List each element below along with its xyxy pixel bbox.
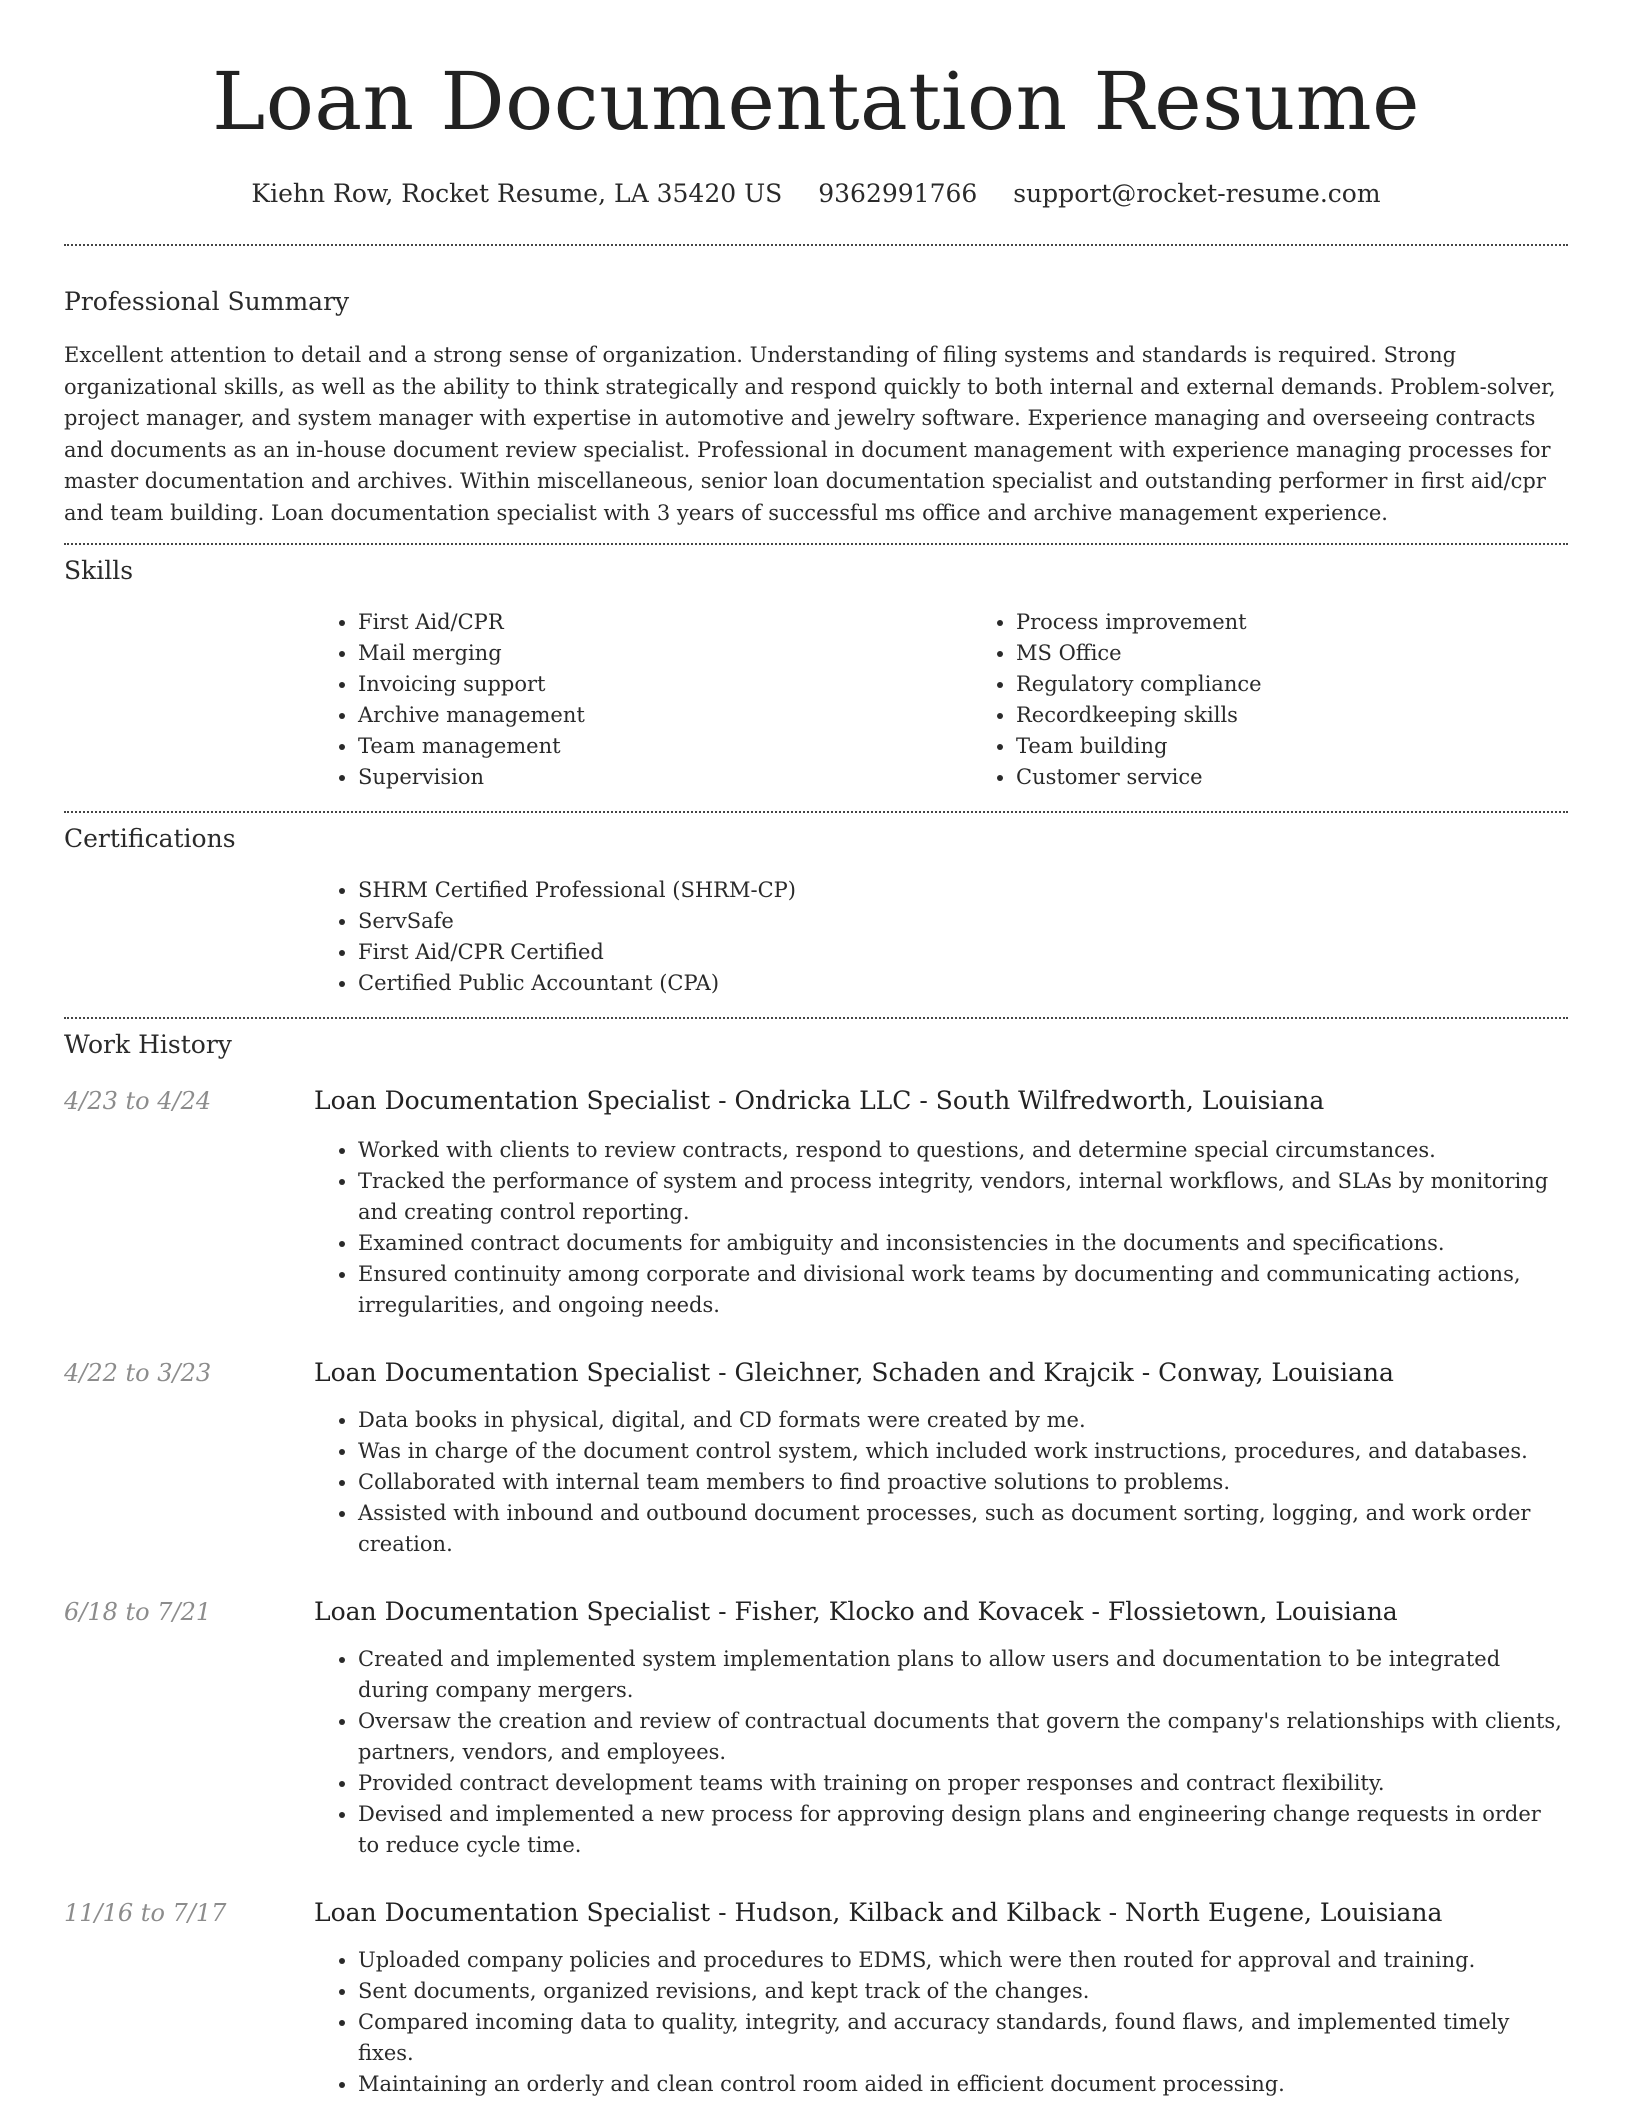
certification-item: • First Aid/CPR Certified: [358, 937, 1568, 968]
work-history-heading: Work History: [64, 1030, 232, 1059]
job-bullet: • Compared incoming data to quality, integrity, and accuracy standards, found flaws, and implemented timely fixes.: [358, 2007, 1568, 2069]
job-bullet: • Examined contract documents for ambiguity and inconsistencies in the documents and specifications.: [358, 1228, 1568, 1259]
job-entry: [64, 1085, 1568, 1321]
job-bullet: • Tracked the performance of system and process integrity, vendors, internal workflows, and SLAs by monitoring and creating control reporting.: [358, 1166, 1568, 1228]
job-bullets: [314, 1945, 1568, 2100]
contact-email: support@rocket-resume.com: [1013, 179, 1381, 208]
skill-item: • Invoicing support: [358, 669, 972, 700]
certification-item: • ServSafe: [358, 906, 1568, 937]
certification-item: • SHRM Certified Professional (SHRM-CP): [358, 875, 1568, 906]
summary-divider: [64, 543, 1568, 545]
job-dates: 4/23 to 4/24: [64, 1087, 212, 1115]
skill-item: • First Aid/CPR: [358, 607, 972, 638]
skill-item: • Team management: [358, 731, 972, 762]
job-bullets: [314, 1135, 1568, 1321]
certifications-divider: [64, 1017, 1568, 1019]
job-bullet: • Uploaded company policies and procedures to EDMS, which were then routed for approval and training.: [358, 1945, 1568, 1976]
header-divider: [64, 244, 1568, 246]
job-header: [64, 1596, 1568, 1628]
job-bullet: • Worked with clients to review contracts, respond to questions, and determine special circumstances.: [358, 1135, 1568, 1166]
job-bullets: [314, 1405, 1568, 1560]
skill-item: • Recordkeeping skills: [1016, 700, 1630, 731]
contact-phone: 9362991766: [818, 179, 978, 208]
job-title: Loan Documentation Specialist - Gleichner, Schaden and Krajcik - Conway, Louisiana: [314, 1358, 1394, 1387]
job-bullets: [314, 1644, 1568, 1861]
certifications-heading: Certifications: [64, 824, 236, 853]
job-entry: [64, 1596, 1568, 1861]
job-header: [64, 1085, 1568, 1117]
skill-item: • Customer service: [1016, 762, 1630, 793]
job-dates: 6/18 to 7/21: [64, 1598, 212, 1626]
skill-item: • Regulatory compliance: [1016, 669, 1630, 700]
skill-item: • Team building: [1016, 731, 1630, 762]
summary-heading: Professional Summary: [64, 287, 350, 316]
job-header: [64, 1357, 1568, 1389]
skills-grid: [314, 607, 1568, 793]
job-bullet: • Sent documents, organized revisions, and kept track of the changes.: [358, 1976, 1568, 2007]
skill-item: • Process improvement: [1016, 607, 1630, 638]
job-header: [64, 1897, 1568, 1929]
summary-text: Excellent attention to detail and a strong sense of organization. Understanding of filing systems and standards is required. Strong organizational skills, as well as the ability to think strategically and respond quickly to both internal and external demands. Problem-solver, project manager, and system manager with expertise in automotive and jewelry software. Experience managing and overseeing contracts and documents as an in-house document review specialist. Professional in document management with experience managing processes for master documentation and archives. Within miscellaneous, senior loan documentation specialist and outstanding performer in first aid/cpr and team building. Loan documentation specialist with 3 years of successful ms office and archive management experience.: [64, 343, 1556, 525]
skills-list-right: [972, 607, 1630, 793]
job-bullet: • Ensured continuity among corporate and divisional work teams by documenting and communicating actions, irregularities, and ongoing needs.: [358, 1259, 1568, 1321]
job-dates: 11/16 to 7/17: [64, 1899, 227, 1927]
job-dates: 4/22 to 3/23: [64, 1359, 212, 1387]
skill-item: • Supervision: [358, 762, 972, 793]
job-title: Loan Documentation Specialist - Ondricka LLC - South Wilfredworth, Louisiana: [314, 1086, 1325, 1115]
contact-line: [64, 178, 1568, 210]
contact-address: Kiehn Row, Rocket Resume, LA 35420 US: [251, 179, 783, 208]
skill-item: • Archive management: [358, 700, 972, 731]
skill-item: • Mail merging: [358, 638, 972, 669]
job-bullet: • Provided contract development teams with training on proper responses and contract flexibility.: [358, 1768, 1568, 1799]
job-bullet: • Assisted with inbound and outbound document processes, such as document sorting, logging, and work order creation.: [358, 1498, 1568, 1560]
job-bullet: • Created and implemented system implementation plans to allow users and documentation to be integrated during company mergers.: [358, 1644, 1568, 1706]
job-bullet: • Was in charge of the document control system, which included work instructions, procedures, and databases.: [358, 1436, 1568, 1467]
certifications-list: [314, 875, 1568, 999]
job-bullet: • Devised and implemented a new process for approving design plans and engineering change requests in order to reduce cycle time.: [358, 1799, 1568, 1861]
skills-divider: [64, 811, 1568, 813]
skills-heading: Skills: [64, 556, 134, 585]
certification-item: • Certified Public Accountant (CPA): [358, 968, 1568, 999]
job-bullet: • Oversaw the creation and review of contractual documents that govern the company's relationships with clients, partners, vendors, and employees.: [358, 1706, 1568, 1768]
job-entry: [64, 1357, 1568, 1560]
job-title: Loan Documentation Specialist - Hudson, Kilback and Kilback - North Eugene, Louisiana: [314, 1898, 1443, 1927]
job-title: Loan Documentation Specialist - Fisher, Klocko and Kovacek - Flossietown, Louisiana: [314, 1597, 1398, 1626]
job-bullet: • Maintaining an orderly and clean control room aided in efficient document processing.: [358, 2069, 1568, 2100]
job-bullet: • Collaborated with internal team members to find proactive solutions to problems.: [358, 1467, 1568, 1498]
job-bullet: • Data books in physical, digital, and CD formats were created by me.: [358, 1405, 1568, 1436]
skills-list-left: [314, 607, 972, 793]
job-entry: [64, 1897, 1568, 2100]
skill-item: • MS Office: [1016, 638, 1630, 669]
resume-title: Loan Documentation Resume: [212, 55, 1420, 148]
